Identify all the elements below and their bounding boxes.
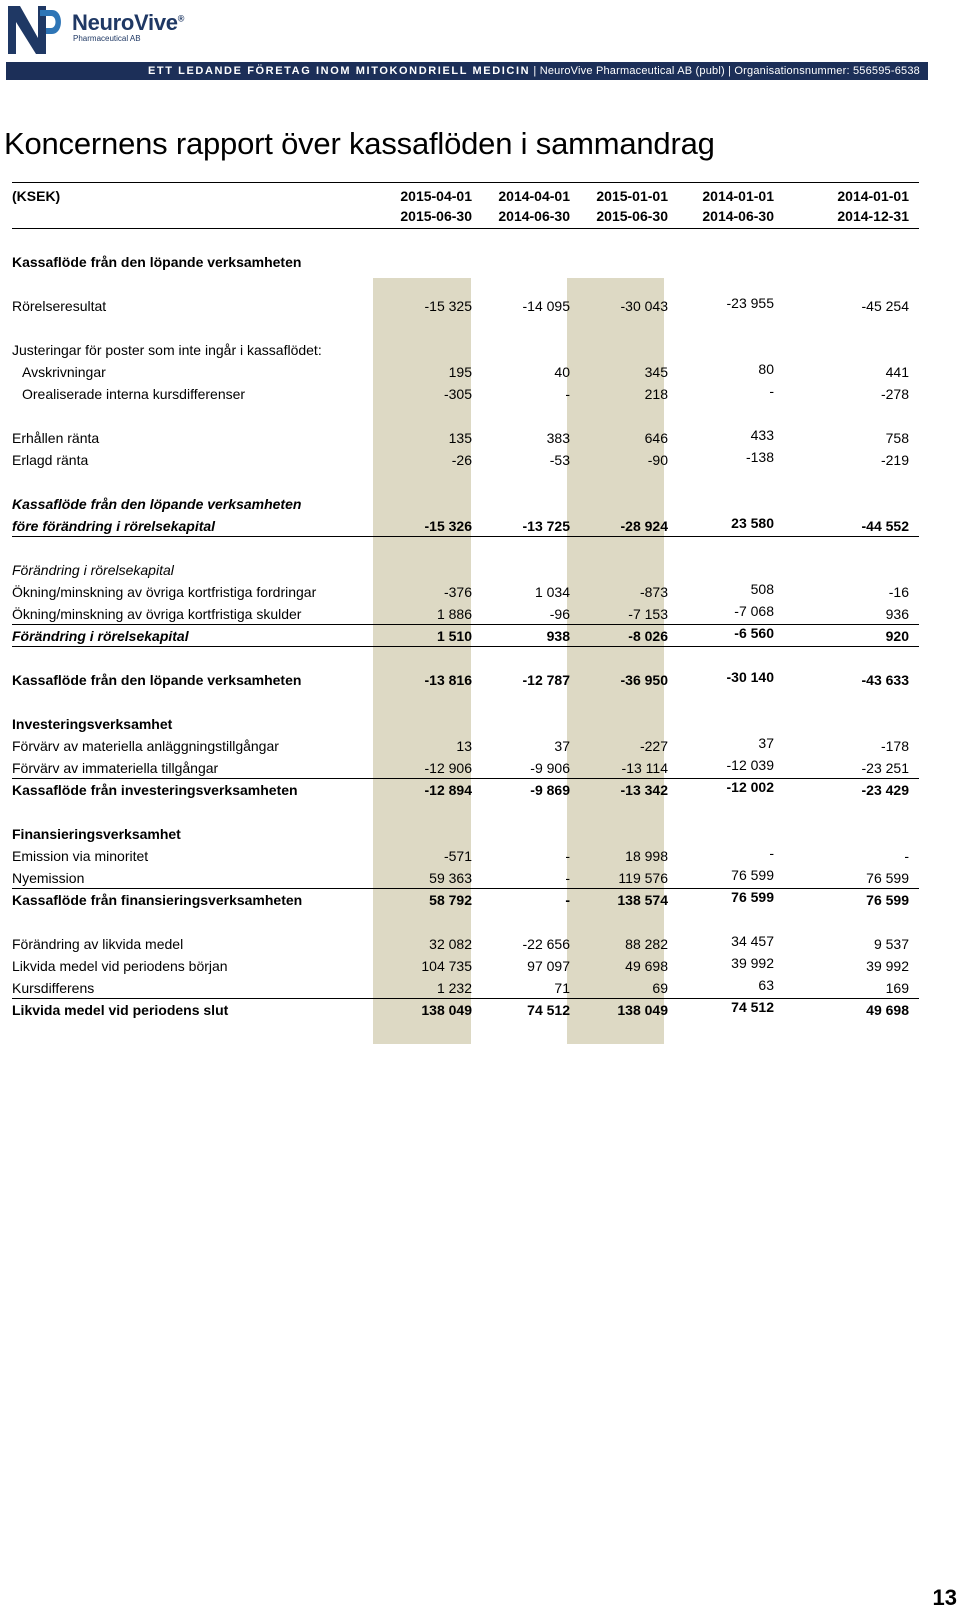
row-value: 49 698 [625,958,668,974]
table-row [12,384,919,404]
row-value: 74 512 [731,999,774,1015]
table-row [12,934,919,954]
row-value: 195 [448,364,472,380]
subtotal-row [12,516,919,537]
row-label: Förändring av likvida medel [12,936,184,952]
row-label: Rörelseresultat [12,298,107,314]
row-label: Nyemission [12,870,85,886]
unit-label: (KSEK) [12,188,61,204]
row-label: Kassaflöde från den löpande verksamheten [12,496,302,512]
total-row [12,670,919,690]
row-value: -43 633 [861,672,909,688]
table-row [12,494,919,514]
row-value: 63 [758,977,774,993]
row-label: Förvärv av materiella anläggningstillgångar [12,738,279,754]
row-value: -28 924 [620,518,668,534]
row-label: Ökning/minskning av övriga kortfristiga fordringar [12,584,317,600]
row-value: - [904,848,909,864]
row-value: -278 [880,386,909,402]
row-label: Finansieringsverksamhet [12,826,181,842]
row-label: Ökning/minskning av övriga kortfristiga skulder [12,606,302,622]
row-value: - [565,870,570,886]
row-value: 88 282 [625,936,668,952]
row-value: -45 254 [861,298,909,314]
row-value: -53 [549,452,570,468]
row-value: -12 906 [424,760,472,776]
period-header: 2014-04-01 2014-06-30 [498,188,570,224]
row-label: Likvida medel vid periodens slut [12,1002,229,1018]
table-row [12,956,919,976]
row-value: -305 [443,386,472,402]
row-label: Avskrivningar [22,364,106,380]
row-value: 69 [652,980,668,996]
row-value: -23 429 [861,782,909,798]
row-value: 76 599 [731,889,774,905]
row-value: -376 [443,584,472,600]
row-value: 13 [456,738,472,754]
row-value: -16 [888,584,909,600]
row-value: 441 [885,364,909,380]
table-top-rule [12,182,919,183]
table-row [12,758,919,779]
row-value: 135 [448,430,472,446]
row-value: -30 140 [726,669,774,685]
table-row [12,978,919,999]
row-value: - [565,386,570,402]
row-value: -30 043 [620,298,668,314]
row-value: 74 512 [527,1002,570,1018]
table-row [12,450,919,470]
table-row [12,868,919,889]
row-value: 169 [885,980,909,996]
row-value: 218 [644,386,668,402]
table-row [12,846,919,866]
row-value: -227 [639,738,668,754]
period-header: 2014-01-01 2014-12-31 [837,188,909,224]
logo-subtitle: Pharmaceutical AB [73,34,141,43]
row-value: -15 326 [424,518,472,534]
subtotal-row [12,890,919,910]
row-label: Investeringsverksamhet [12,716,173,732]
subtotal-row [12,780,919,800]
row-label: före förändring i rörelsekapital [12,518,216,534]
row-value: 938 [546,628,570,644]
row-value: -571 [443,848,472,864]
row-label: Förvärv av immateriella tillgångar [12,760,219,776]
page-title: Koncernens rapport över kassaflöden i sammandrag [4,126,715,161]
row-value: 1 034 [534,584,570,600]
row-value: 23 580 [731,515,774,531]
company-logo [6,4,185,58]
row-value: 433 [750,427,774,443]
row-value: -13 816 [424,672,472,688]
row-value: 71 [554,980,570,996]
row-value: -7 068 [734,603,774,619]
row-value: -23 251 [861,760,909,776]
row-value: 18 998 [625,848,668,864]
row-value: 920 [885,628,909,644]
row-label: Förändring i rörelsekapital [12,562,174,578]
row-value: -15 325 [424,298,472,314]
row-value: -90 [647,452,668,468]
row-value: -13 725 [522,518,570,534]
row-label: Justeringar för poster som inte ingår i kassaflödet: [12,342,322,358]
row-value: 138 049 [421,1002,472,1018]
table-header-rule [12,228,919,229]
row-value: -9 869 [530,782,570,798]
row-value: -178 [880,738,909,754]
row-value: 1 510 [436,628,472,644]
subtotal-row [12,626,919,647]
row-label: Likvida medel vid periodens början [12,958,228,974]
table-row [12,428,919,448]
period-header: 2015-04-01 2015-06-30 [400,188,472,224]
row-value: 1 232 [436,980,472,996]
row-label: Erlagd ränta [12,452,89,468]
row-value: -36 950 [620,672,668,688]
table-row [12,362,919,382]
row-value: 32 082 [429,936,472,952]
row-value: -12 039 [726,757,774,773]
row-value: 80 [758,361,774,377]
row-value: - [769,845,774,861]
row-value: -23 955 [726,295,774,311]
section-heading [12,714,919,734]
row-label: Kassaflöde från finansieringsverksamheten [12,892,303,908]
row-label: Orealiserade interna kursdifferenser [22,386,246,402]
row-label: Erhållen ränta [12,430,100,446]
row-value: 76 599 [866,870,909,886]
row-value: 37 [554,738,570,754]
row-value: -12 002 [726,779,774,795]
row-value: 138 574 [617,892,668,908]
row-value: 59 363 [429,870,472,886]
logo-brand: NeuroVive® [72,10,185,35]
table-header-row [12,186,919,226]
row-value: -9 906 [530,760,570,776]
row-value: 76 599 [866,892,909,908]
row-value: -12 787 [522,672,570,688]
row-value: - [565,892,570,908]
row-value: -26 [451,452,472,468]
row-label: Kassaflöde från investeringsverksamheten [12,782,298,798]
row-label: Emission via minoritet [12,848,149,864]
row-value: -138 [745,449,774,465]
row-value: -6 560 [734,625,774,641]
table-row [12,736,919,756]
table-row [12,604,919,625]
neurovive-logo-mark-icon [6,4,64,58]
row-value: 936 [885,606,909,622]
row-value: 9 537 [873,936,909,952]
row-label: Kassaflöde från den löpande verksamheten [12,672,302,688]
table-row [12,340,919,360]
row-value: -7 153 [628,606,668,622]
table-row [12,560,919,580]
row-value: -873 [639,584,668,600]
row-label: Kursdifferens [12,980,95,996]
row-value: -22 656 [522,936,570,952]
row-value: - [769,383,774,399]
row-value: 646 [644,430,668,446]
table-row [12,296,919,316]
table-row [12,582,919,602]
section-heading [12,252,919,272]
row-value: 119 576 [618,870,668,886]
row-value: 49 698 [866,1002,909,1018]
row-value: 1 886 [436,606,472,622]
row-label: Förändring i rörelsekapital [12,628,189,644]
row-value: -8 026 [628,628,668,644]
row-value: -96 [549,606,570,622]
row-value: 758 [885,430,909,446]
row-value: 138 049 [617,1002,668,1018]
row-value: -13 342 [620,782,668,798]
banner-tagline: ETT LEDANDE FÖRETAG INOM MITOKONDRIELL MEDICIN [147,65,531,77]
row-label: Kassaflöde från den löpande verksamheten [12,254,302,270]
total-row [12,1000,919,1020]
row-value: -13 114 [621,760,668,776]
period-header: 2015-01-01 2015-06-30 [596,188,668,224]
row-value: -14 095 [522,298,570,314]
row-value: 37 [758,735,774,751]
row-value: 76 599 [731,867,774,883]
row-value: 39 992 [731,955,774,971]
row-value: 345 [644,364,668,380]
page-number: 13 [932,1585,957,1610]
row-value: 34 457 [731,933,774,949]
row-value: -12 894 [424,782,472,798]
row-value: 383 [546,430,570,446]
row-value: -219 [880,452,909,468]
header-banner [6,62,928,80]
row-value: 40 [554,364,570,380]
row-value: - [565,848,570,864]
period-header: 2014-01-01 2014-06-30 [702,188,774,224]
row-value: 104 735 [421,958,472,974]
row-value: 58 792 [429,892,472,908]
row-value: -44 552 [861,518,909,534]
row-value: 97 097 [527,958,570,974]
section-heading [12,824,919,844]
row-value: 39 992 [866,958,909,974]
row-value: 508 [750,581,774,597]
banner-company-info: | NeuroVive Pharmaceutical AB (publ) | Organisationsnummer: 556595-6538 [530,65,920,77]
